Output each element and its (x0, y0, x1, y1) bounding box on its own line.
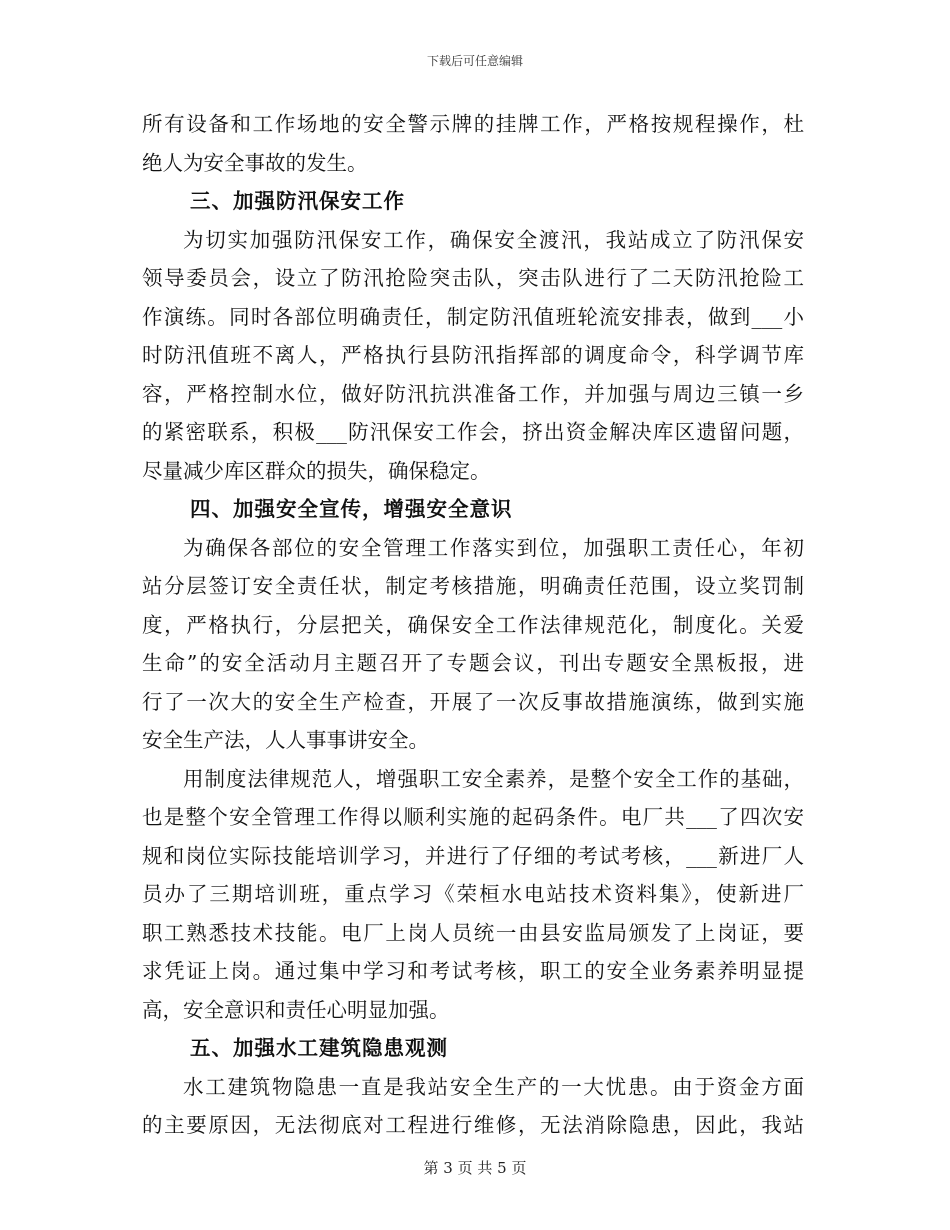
paragraph-training (142, 760, 804, 1030)
text-line: 高，安全意识和责任心明显加强。 (142, 997, 450, 1022)
text-line: 时防汛值班不离人，严格执行县防汛指挥部的调度命令，科学调节库 (142, 343, 804, 367)
text-line: 的紧密联系，积极___防汛保安工作会，挤出资金解决库区遗留问题， (142, 420, 804, 444)
text-line: 也是整个安全管理工作得以顺利实施的起码条件。电厂共___了四次安 (142, 805, 804, 829)
text-line: 度，严格执行，分层把关，确保安全工作法律规范化，制度化。关爱 (142, 612, 804, 637)
paragraph-safety-publicity (142, 529, 804, 760)
text-line: 用制度法律规范人，增强职工安全素养，是整个安全工作的基础， (183, 766, 804, 791)
text-line: 所有设备和工作场地的安全警示牌的挂牌工作，严格按规程操作，杜 (142, 112, 804, 136)
document-body (142, 105, 804, 1145)
text-line: 容，严格控制水位，做好防汛抗洪准备工作，并加强与周边三镇一乡 (142, 381, 804, 406)
text-line: 作演练。同时各部位明确责任，制定防汛值班轮流安排表，做到___小 (142, 304, 804, 329)
text-line: 规和岗位实际技能培训学习，并进行了仔细的考试考核，___新进厂人 (142, 843, 804, 868)
text-line: 为切实加强防汛保安工作，确保安全渡汛，我站成立了防汛保安 (183, 227, 804, 252)
text-line: 水工建筑物隐患一直是我站安全生产的一大忧患。由于资金方面 (183, 1074, 804, 1099)
page-header: 下载后可任意编辑 (426, 54, 523, 68)
paragraph-hydraulic-structures (142, 1068, 804, 1145)
section-heading-4: 四、加强安全宣传，增强安全意识 (190, 497, 513, 521)
text-line: 生命”的安全活动月主题召开了专题会议，刊出专题安全黑板报，进 (142, 651, 804, 675)
text-line: 站分层签订安全责任状，制定考核措施，明确责任范围，设立奖罚制 (142, 574, 804, 598)
text-line: 绝人为安全事故的发生。 (142, 150, 368, 175)
text-line: 为确保各部位的安全管理工作落实到位，加强职工责任心，年初 (183, 535, 804, 560)
text-line: 的主要原因，无法彻底对工程进行维修，无法消除隐患，因此，我站 (142, 1113, 804, 1137)
page-footer: 第 3 页 共 5 页 (423, 1159, 527, 1177)
section-heading-3: 三、加强防汛保安工作 (190, 189, 405, 213)
text-line: 行了一次大的安全生产检查，开展了一次反事故措施演练，做到实施 (142, 689, 804, 714)
text-line: 安全生产法，人人事事讲安全。 (142, 728, 429, 752)
text-line: 员办了三期培训班，重点学习《荣桓水电站技术资料集》，使新进厂 (142, 882, 804, 906)
text-line: 职工熟悉技术技能。电厂上岗人员统一由县安监局颁发了上岗证，要 (142, 920, 804, 945)
text-line: 尽量减少库区群众的损失，确保稳定。 (142, 458, 491, 483)
paragraph-flood-control (142, 221, 804, 491)
text-line: 领导委员会，设立了防汛抢险突击队，突击队进行了二天防汛抢险工 (142, 266, 804, 290)
paragraph-continued (142, 105, 804, 182)
section-heading-5: 五、加强水工建筑隐患观测 (190, 1036, 448, 1060)
text-line: 求凭证上岗。通过集中学习和考试考核，职工的安全业务素养明显提 (142, 959, 804, 983)
